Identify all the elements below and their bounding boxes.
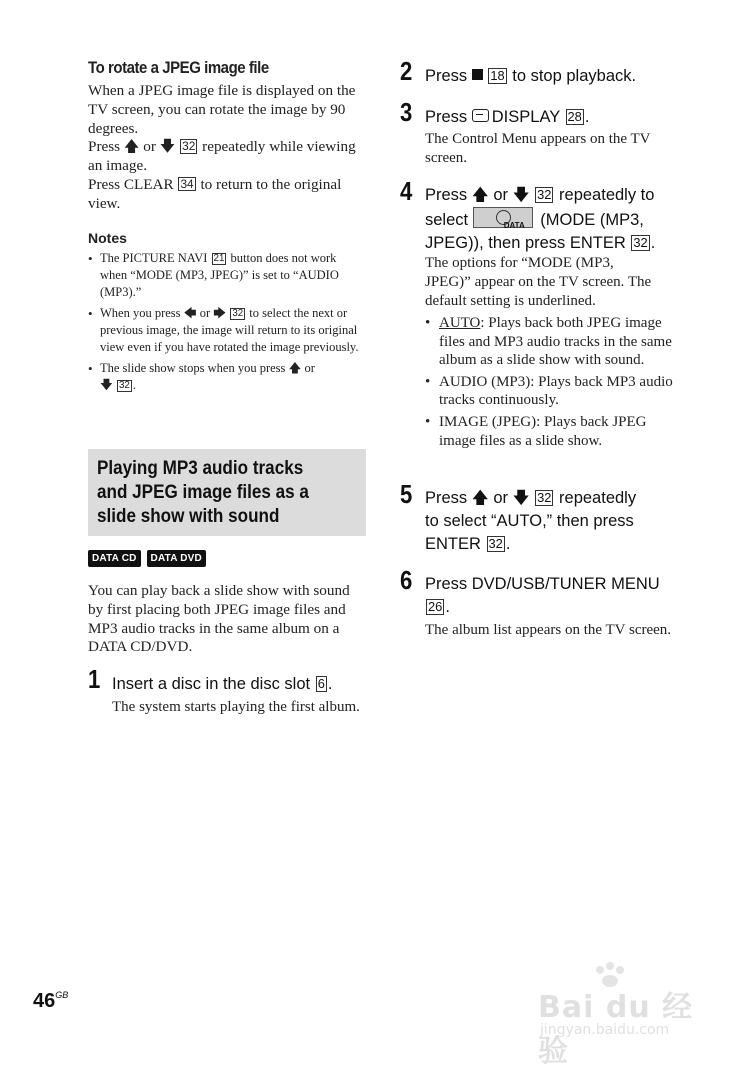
rotate-heading: To rotate a JPEG image file bbox=[88, 58, 269, 77]
section-title: Playing MP3 audio tracks and JPEG image files as a slide show with sound bbox=[97, 458, 309, 527]
rotate-text-3a: Press CLEAR bbox=[88, 175, 178, 193]
option-text: : Plays back both JPEG image files and MP3 audio tracks in the same album as a slide show with sound. bbox=[439, 315, 672, 369]
step-text: ENTER bbox=[425, 535, 486, 553]
arrow-up-icon: 🡅 bbox=[471, 489, 489, 507]
step-number: 1 bbox=[88, 664, 101, 694]
note-text: button does not work when “MODE (MP3, JPEG)” is set to “AUDIO (MP3).” bbox=[100, 251, 339, 299]
step-2-text bbox=[425, 65, 715, 88]
key-number: 32 bbox=[182, 139, 196, 154]
step-text: Press bbox=[425, 489, 472, 507]
mode-data-icon bbox=[473, 207, 533, 228]
option-item bbox=[425, 314, 680, 370]
arrow-right-icon: 🡆 bbox=[213, 306, 227, 320]
option-text: AUDIO (MP3): Plays back MP3 audio tracks continuously. bbox=[439, 373, 673, 409]
note-text: or bbox=[196, 306, 214, 320]
data-cd-badge: DATA CD bbox=[88, 550, 141, 567]
arrow-down-icon: 🡇 bbox=[100, 378, 113, 392]
key-number: 28 bbox=[567, 109, 582, 124]
step-text: . bbox=[445, 598, 450, 616]
notes-list bbox=[88, 250, 363, 398]
key-number: 32 bbox=[488, 536, 503, 551]
step-6-sub: The album list appears on the TV screen. bbox=[425, 622, 672, 638]
icon-label: DATA bbox=[503, 221, 525, 230]
arrow-down-icon: 🡇 bbox=[159, 138, 176, 156]
step-text: to select “AUTO,” then press bbox=[425, 512, 634, 530]
step-number: 3 bbox=[400, 97, 413, 127]
step-text: or bbox=[488, 186, 513, 204]
step-text: . bbox=[584, 108, 590, 126]
key-number: 32 bbox=[633, 235, 648, 250]
step-text: Press bbox=[425, 186, 472, 204]
rotate-text-2c: repeatedly while viewing an image. bbox=[88, 138, 356, 175]
page-number-value: 46 bbox=[33, 990, 56, 1012]
step-text: repeatedly bbox=[554, 489, 637, 507]
step-text: (MODE (MP3, bbox=[535, 211, 644, 229]
rotate-text-2a: Press bbox=[88, 138, 124, 156]
step-3-text bbox=[425, 106, 715, 129]
option-text: IMAGE (JPEG): Plays back JPEG image files as a slide show. bbox=[439, 413, 647, 449]
step-text: repeatedly to bbox=[554, 186, 655, 204]
arrow-down-icon: 🡇 bbox=[512, 186, 530, 204]
step-number: 5 bbox=[400, 479, 413, 509]
step-text: Insert a disc in the disc slot bbox=[112, 675, 315, 693]
key-number: 21 bbox=[213, 253, 225, 264]
step-text: . bbox=[650, 234, 656, 252]
key-number: 32 bbox=[537, 490, 552, 505]
arrow-down-icon: 🡇 bbox=[512, 489, 530, 507]
step-6-text bbox=[425, 573, 715, 619]
page-region-code: GB bbox=[55, 990, 69, 1000]
key-number: 32 bbox=[232, 308, 244, 319]
step-text: Press bbox=[425, 67, 472, 85]
step-3-sub: The Control Menu appears on the TV screen. bbox=[425, 131, 651, 166]
arrow-up-icon: 🡅 bbox=[471, 186, 489, 204]
step-text: . bbox=[327, 675, 333, 693]
key-number: 32 bbox=[537, 187, 552, 202]
watermark bbox=[538, 962, 718, 1069]
data-dvd-badge: DATA DVD bbox=[147, 550, 206, 567]
note-item bbox=[88, 360, 363, 394]
page-number bbox=[33, 990, 68, 1013]
step-1-sub: The system starts playing the first album. bbox=[112, 699, 360, 715]
stop-icon bbox=[472, 69, 483, 80]
step-text: . bbox=[505, 535, 511, 553]
note-item bbox=[88, 250, 363, 301]
step-number: 6 bbox=[400, 565, 413, 595]
key-number: 26 bbox=[428, 599, 443, 614]
arrow-left-icon: 🡄 bbox=[183, 306, 197, 320]
step-4-text bbox=[425, 184, 725, 255]
notes-heading: Notes bbox=[88, 230, 127, 246]
note-text: When you press bbox=[100, 306, 184, 320]
step-4-sub: The options for “MODE (MP3, JPEG)” appear on the TV screen. The default setting is underlined. bbox=[425, 255, 652, 309]
note-text: . bbox=[132, 378, 136, 392]
step-1-text bbox=[112, 673, 372, 696]
step-text: to stop playback. bbox=[507, 67, 637, 85]
step-text: JPEG)), then press ENTER bbox=[425, 234, 631, 252]
option-default: AUTO bbox=[439, 315, 481, 331]
note-text: The PICTURE NAVI bbox=[100, 251, 211, 265]
intro-paragraph: You can play back a slide show with sound by first placing both JPEG image files and MP3 audio tracks in the same album on a DATA CD/DVD. bbox=[88, 582, 350, 656]
step-text: Press DVD/USB/TUNER MENU bbox=[425, 575, 660, 593]
step-number: 2 bbox=[400, 56, 413, 86]
note-item bbox=[88, 305, 363, 356]
watermark-url: jingyan.baidu.com bbox=[540, 1022, 670, 1038]
step-text: Press bbox=[425, 108, 472, 126]
note-text: or bbox=[301, 361, 315, 375]
key-number: 34 bbox=[180, 176, 194, 191]
mode-options-list bbox=[425, 314, 680, 453]
note-text: The slide show stops when you press bbox=[100, 361, 289, 375]
step-text: or bbox=[488, 489, 513, 507]
step-text: select bbox=[425, 211, 473, 229]
rotate-text-1: When a JPEG image file is displayed on the TV screen, you can rotate the image by 90 degrees. bbox=[88, 82, 356, 137]
arrow-up-icon: 🡅 bbox=[288, 361, 302, 375]
display-icon bbox=[472, 109, 489, 122]
option-item bbox=[425, 373, 680, 410]
note-text: to select the next or previous image, the image will return to its original view even if you have rotated the image previously. bbox=[100, 306, 359, 354]
key-number: 18 bbox=[490, 68, 505, 83]
key-number: 6 bbox=[317, 676, 325, 691]
rotate-paragraph bbox=[88, 82, 366, 214]
rotate-text-3b: to return to the original view. bbox=[88, 175, 342, 212]
option-item bbox=[425, 413, 680, 450]
step-number: 4 bbox=[400, 176, 413, 206]
section-title-box bbox=[88, 449, 366, 536]
key-number: 32 bbox=[118, 380, 130, 391]
arrow-up-icon: 🡅 bbox=[123, 138, 140, 156]
step-5-text bbox=[425, 487, 715, 556]
disc-type-badges bbox=[88, 548, 212, 567]
watermark-brand: Bai du 经验 bbox=[538, 990, 694, 1069]
rotate-text-2b: or bbox=[139, 138, 160, 156]
step-text: DISPLAY bbox=[491, 108, 565, 126]
